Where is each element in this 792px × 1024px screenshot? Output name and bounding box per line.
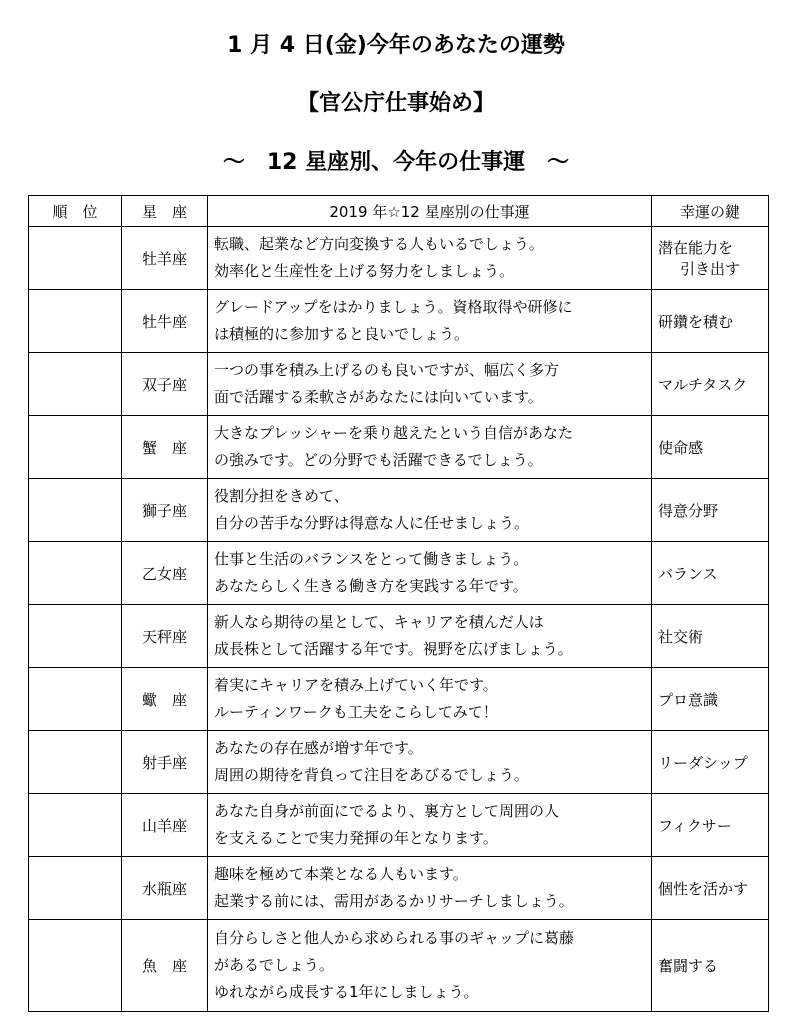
rank-cell: [29, 542, 122, 605]
table-row: [29, 290, 769, 353]
lucky-key-text: 研鑽を積む: [658, 312, 734, 331]
section-heading: ～ 12 星座別、今年の仕事運 ～: [222, 150, 570, 175]
column-header-rank: 順 位: [29, 196, 122, 227]
column-header-fortune: 2019 年☆12 星座別の仕事運: [208, 196, 652, 227]
rank-cell: [29, 857, 122, 920]
fortune-text-line: があるでしょう。: [214, 956, 334, 974]
fortune-text-cell: [208, 794, 652, 857]
fortune-text-line: 役割分担をきめて、: [214, 487, 349, 505]
zodiac-sign-cell: 牡羊座: [122, 227, 208, 290]
fortune-text-line: グレードアップをはかりましょう。資格取得や研修に: [214, 298, 573, 316]
fortune-text-line: あなた自身が前面にでるより、裏方として周囲の人: [214, 802, 560, 820]
zodiac-sign-cell: 牡牛座: [122, 290, 208, 353]
lucky-key-text: 得意分野: [658, 501, 719, 520]
fortune-text-line: ルーティンワークも工夫をこらしてみて！: [214, 703, 498, 721]
lucky-key-cell: [652, 227, 769, 290]
table-row: [29, 227, 769, 290]
table-row: [29, 605, 769, 668]
lucky-key-text: リーダシップ: [658, 753, 748, 772]
fortune-text-cell: [208, 668, 652, 731]
fortune-text-line: 大きなプレッシャーを乗り越えたという自信があなた: [214, 424, 573, 442]
fortune-text-line: 一つの事を積み上げるのも良いですが、幅広く多方: [214, 361, 560, 379]
fortune-table: [28, 195, 769, 1012]
zodiac-sign-cell: 天秤座: [122, 605, 208, 668]
fortune-text-line: 起業する前には、需用があるかリサーチしましょう。: [214, 892, 574, 910]
fortune-text-line: あなたらしく生きる働き方を実践する年です。: [214, 577, 528, 595]
fortune-text-line: あなたの存在感が増す年です。: [214, 739, 423, 757]
table-row: [29, 731, 769, 794]
zodiac-sign-cell: 乙女座: [122, 542, 208, 605]
fortune-text-line: ゆれながら成長する1年にしましょう。: [214, 983, 479, 1001]
rank-cell: [29, 920, 122, 1012]
lucky-key-cell: [652, 731, 769, 794]
fortune-text-cell: [208, 479, 652, 542]
table-row: [29, 794, 769, 857]
table-row: [29, 857, 769, 920]
lucky-key-text: 個性を活かす: [658, 879, 749, 898]
fortune-text-line: は積極的に参加すると良いでしょう。: [214, 325, 470, 343]
lucky-key-text: 引き出す: [680, 260, 741, 278]
rank-cell: [29, 794, 122, 857]
rank-cell: [29, 353, 122, 416]
fortune-text-cell: [208, 857, 652, 920]
lucky-key-text: 使命感: [658, 438, 704, 457]
fortune-text-line: 自分の苦手な分野は得意な人に任せましょう。: [214, 514, 530, 532]
fortune-text-line: 趣味を極めて本業となる人もいます。: [214, 865, 468, 883]
fortune-text-line: の強みです。どの分野でも活躍できるでしょう。: [214, 451, 543, 469]
rank-cell: [29, 290, 122, 353]
fortune-text-cell: [208, 605, 652, 668]
fortune-text-line: を支えることで実力発揮の年となります。: [214, 829, 498, 847]
lucky-key-text: バランス: [658, 564, 718, 583]
rank-cell: [29, 227, 122, 290]
lucky-key-text: マルチタスク: [658, 375, 748, 394]
lucky-key-text: フィクサー: [658, 816, 732, 835]
page-subtitle: 【官公庁仕事始め】: [296, 91, 495, 116]
column-header-lucky-key: 幸運の鍵: [652, 196, 769, 227]
table-header-row: [29, 196, 769, 227]
fortune-text-cell: [208, 353, 652, 416]
lucky-key-cell: [652, 479, 769, 542]
zodiac-sign-cell: 魚 座: [122, 920, 208, 1012]
fortune-text-line: 新人なら期待の星として、キャリアを積んだ人は: [214, 613, 544, 631]
fortune-text-cell: [208, 920, 652, 1012]
table-body: [29, 227, 769, 1012]
table-row: [29, 920, 769, 1012]
zodiac-sign-cell: 獅子座: [122, 479, 208, 542]
zodiac-sign-cell: 射手座: [122, 731, 208, 794]
fortune-text-cell: [208, 227, 652, 290]
zodiac-sign-cell: 山羊座: [122, 794, 208, 857]
fortune-text-line: 効率化と生産性を上げる努力をしましょう。: [214, 262, 515, 280]
fortune-text-cell: [208, 290, 652, 353]
lucky-key-text: 潜在能力を: [658, 239, 734, 257]
zodiac-sign-cell: 蟹 座: [122, 416, 208, 479]
lucky-key-text: プロ意識: [658, 690, 719, 709]
fortune-text-line: 着実にキャリアを積み上げていく年です。: [214, 676, 498, 694]
lucky-key-cell: [652, 416, 769, 479]
zodiac-sign-cell: 水瓶座: [122, 857, 208, 920]
lucky-key-cell: [652, 605, 769, 668]
table-row: [29, 479, 769, 542]
lucky-key-cell: [652, 920, 769, 1012]
table-row: [29, 416, 769, 479]
rank-cell: [29, 668, 122, 731]
lucky-key-text: 奮闘する: [658, 957, 719, 975]
table-row: [29, 353, 769, 416]
table-row: [29, 668, 769, 731]
lucky-key-cell: [652, 542, 769, 605]
lucky-key-cell: [652, 353, 769, 416]
lucky-key-text: 社交術: [658, 627, 704, 646]
fortune-text-line: 成長株として活躍する年です。視野を広げましょう。: [214, 640, 573, 658]
fortune-text-cell: [208, 542, 652, 605]
zodiac-sign-cell: 蠍 座: [122, 668, 208, 731]
rank-cell: [29, 416, 122, 479]
fortune-text-line: 転職、起業など方向変換する人もいるでしょう。: [214, 235, 544, 253]
fortune-text-cell: [208, 731, 652, 794]
fortune-text-line: 面で活躍する柔軟さがあなたには向いています。: [214, 388, 543, 406]
lucky-key-cell: [652, 290, 769, 353]
lucky-key-cell: [652, 857, 769, 920]
page-title: 1 月 4 日(金)今年のあなたの運勢: [227, 33, 565, 58]
rank-cell: [29, 479, 122, 542]
fortune-text-line: 周囲の期待を背負って注目をあびるでしょう。: [214, 766, 529, 784]
fortune-text-line: 仕事と生活のバランスをとって働きましょう。: [214, 550, 529, 568]
table-row: [29, 542, 769, 605]
column-header-sign: 星 座: [122, 196, 208, 227]
fortune-text-cell: [208, 416, 652, 479]
rank-cell: [29, 731, 122, 794]
fortune-text-line: 自分らしさと他人から求められる事のギャップに葛藤: [214, 929, 575, 947]
lucky-key-cell: [652, 794, 769, 857]
zodiac-sign-cell: 双子座: [122, 353, 208, 416]
rank-cell: [29, 605, 122, 668]
lucky-key-cell: [652, 668, 769, 731]
